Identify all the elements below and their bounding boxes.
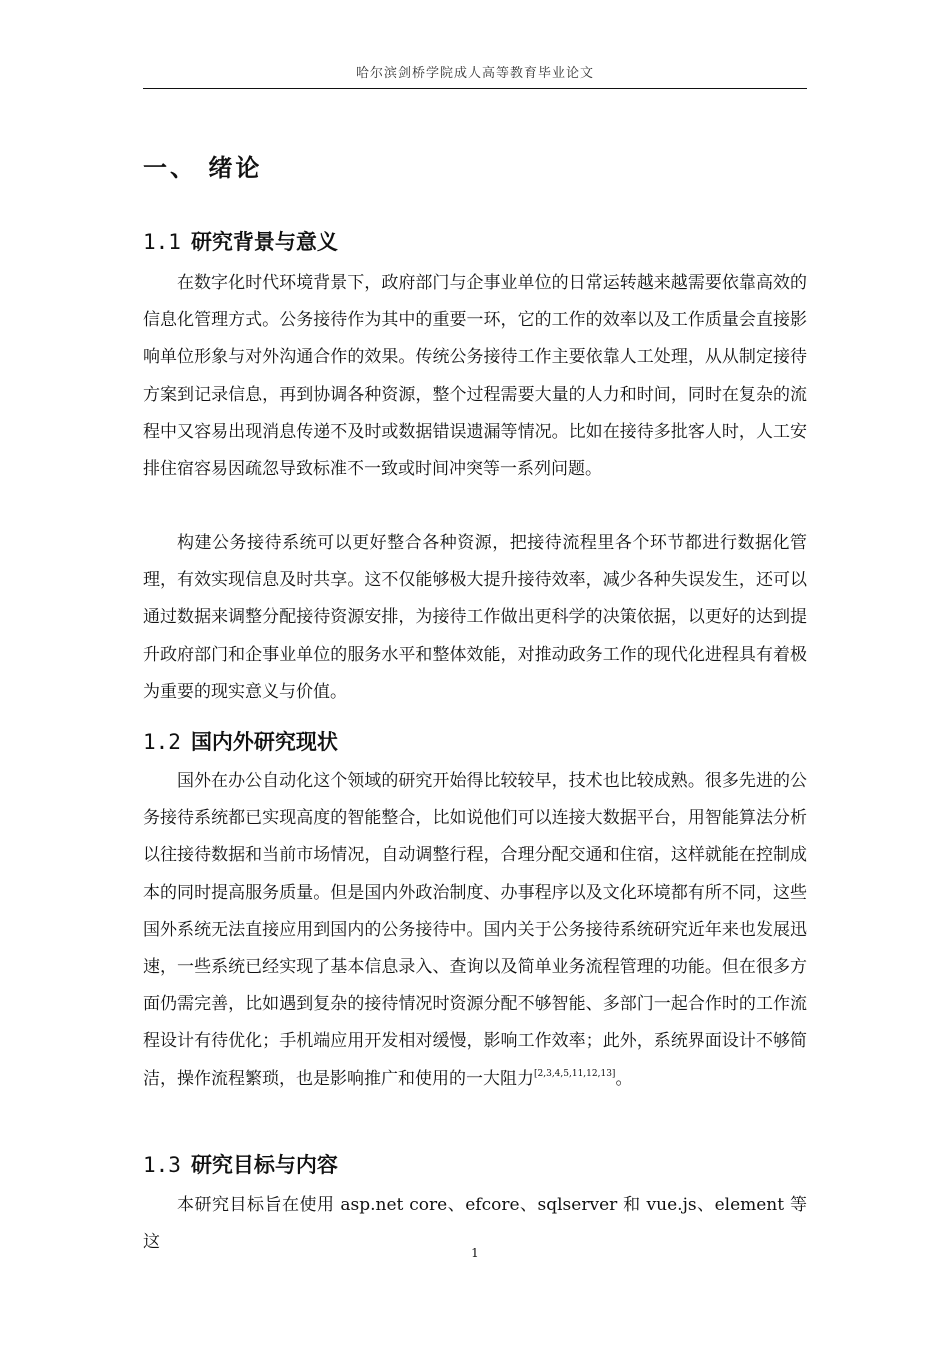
header-rule (143, 88, 807, 89)
paragraph-objectives: 本研究目标旨在使用 asp.net core、efcore、sqlserver 和 vue.js、element 等这 (143, 1195, 807, 1253)
section-number: 1.1 (143, 230, 181, 254)
paragraph-background: 在数字化时代环境背景下，政府部门与企事业单位的日常运转越来越需要依靠高效的信息化管理方式。公务接待作为其中的重要一环，它的工作的效率以及工作质量会直接影响单位形象与对外沟通合作的效果。传统公务接待工作主要依靠人工处理，从从制定接待方案到记录信息，再到协调各种资源，整个过程需要大量的人力和时间，同时在复杂的流程中又容易出现消息传递不及时或数据错误遗漏等情况。比如在接待多批客人时，人工安排住宿容易因疏忽导致标准不一致或时间冲突等一系列问题。 (143, 273, 807, 480)
paragraph-text: 国外在办公自动化这个领域的研究开始得比较较早，技术也比较成熟。很多先进的公务接待系统都已实现高度的智能整合，比如说他们可以连接大数据平台，用智能算法分析以往接待数据和当前市场情况，自动调整行程，合理分配交通和住宿，这样就能在控制成本的同时提高服务质量。但是国内外政治制度、办事程序以及文化环境都有所不同，这些国外系统无法直接应用到国内的公务接待中。国内关于公务接待系统研究近年来也发展迅速，一些系统已经实现了基本信息录入、查询以及简单业务流程管理的功能。但在很多方面仍需完善，比如遇到复杂的接待情况时资源分配不够智能、多部门一起合作时的工作流程设计有待优化；手机端应用开发相对缓慢，影响工作效率；此外，系统界面设计不够简洁，操作流程繁琐，也是影响推广和使用的一大阻力 (143, 771, 807, 1089)
section-heading-1-1 (143, 226, 338, 256)
paragraph-research-status (143, 763, 807, 1098)
section-title-text: 国内外研究现状 (190, 730, 338, 754)
paragraph-significance: 构建公务接待系统可以更好整合各种资源，把接待流程里各个环节都进行数据化管理，有效实现信息及时共享。这不仅能够极大提升接待效率，减少各种失误发生，还可以通过数据来调整分配接待资源安排，为接待工作做出更科学的决策依据，以更好的达到提升政府部门和企事业单位的服务水平和整体效能，对推动政务工作的现代化进程具有着极为重要的现实意义与价值。 (143, 533, 807, 702)
section-heading-1-3 (143, 1149, 338, 1179)
section-number: 1.2 (143, 730, 181, 754)
section-number: 1.3 (143, 1153, 181, 1177)
section-title-text: 研究背景与意义 (190, 230, 338, 254)
section-heading-1-2 (143, 726, 338, 756)
chapter-title: 一、 绪论 (143, 154, 263, 182)
citation-reference: [2,3,4,5,11,12,13] (534, 1068, 616, 1079)
page-number: 1 (471, 1246, 479, 1260)
paragraph-end-punct: 。 (615, 1068, 633, 1089)
running-header: 哈尔滨剑桥学院成人高等教育毕业论文 (355, 66, 594, 81)
section-title-text: 研究目标与内容 (190, 1153, 338, 1177)
